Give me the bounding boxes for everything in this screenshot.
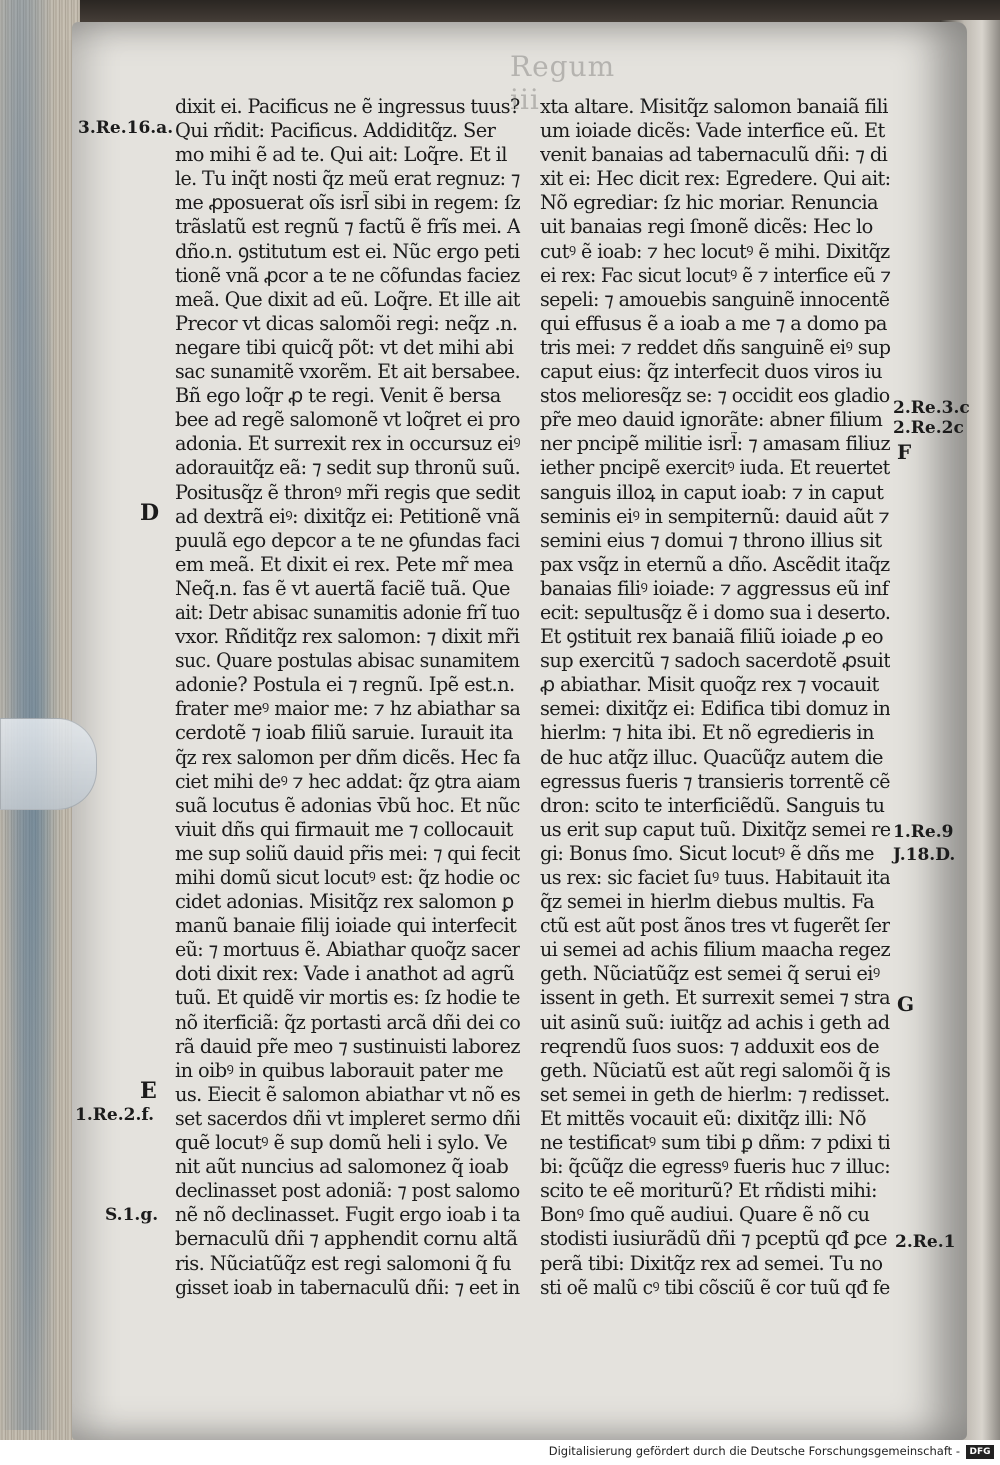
text-line: stodisti iusiurãdũ dñi ⁊ pceptũ qđ ꝑce (540, 1227, 887, 1251)
margin-note-left: 1.Re.2.f. (75, 1105, 154, 1125)
text-line: ciet mihi deꝰ ⁊ hec addat: q̃z ꝯtra aiam (175, 769, 521, 793)
text-line: venit banaias ad tabernaculũ dñi: ⁊ di (540, 143, 888, 167)
text-line: q̃z semei in hierlm diebus multis. Fa (540, 890, 875, 914)
text-line: Positusq̃z ẽ thronꝰ mr̃i regis que sedit (175, 480, 520, 504)
text-line: sanguis illoꝝ in caput ioab: ⁊ in caput (540, 480, 884, 504)
text-line: bi: q̃cũq̃z die egressꝰ fueris huc ⁊ illuc: (540, 1155, 890, 1179)
text-line: doti dixit rex: Vade i anathot ad agrũ (175, 962, 515, 986)
text-line: gisset ioab in tabernaculũ dñi: ⁊ eet in (175, 1275, 520, 1299)
text-line: semini eius ⁊ domui ⁊ throno illius sit (540, 528, 882, 552)
text-line: bernaculũ dñi ⁊ apphendit cornu altã (175, 1227, 518, 1251)
margin-note-right: F (897, 440, 912, 464)
text-line: Precor vt dicas salomõi regi: neq̃z .n. (175, 311, 518, 335)
margin-note-right: J.18.D. (893, 845, 956, 865)
text-line: qui effusus ẽ a ioab a me ⁊ a domo pa (540, 311, 887, 335)
text-line: Nõ egrediar: ſz hic moriar. Renuncia (540, 191, 878, 215)
text-line: nit aũt nuncius ad salomonez q̃ ioab (175, 1155, 509, 1179)
dfg-logo: DFG (966, 1445, 994, 1459)
text-line: ꝓ abiathar. Misit quoq̃z rex ⁊ vocauit (540, 673, 879, 697)
text-line: suc. Quare postulas abisac sunamitem (175, 649, 520, 673)
text-column-left (175, 95, 520, 1300)
text-line: iether pncipẽ exercitꝰ iuda. Et reuertet (540, 456, 890, 480)
text-line: eũ: ⁊ mortuus ẽ. Abiathar quoq̃z sacer (175, 938, 520, 962)
text-line: uit asinũ suũ: iuitq̃z ad achis i geth ad (540, 1010, 890, 1034)
text-line: trãslatũ est regnũ ⁊ factũ ẽ frĩs mei. A (175, 215, 521, 239)
text-line: set semei in geth de hierlm: ⁊ redisset. (540, 1082, 890, 1106)
text-line: sepeli: ⁊ amouebis sanguinẽ innocentẽ (540, 287, 890, 311)
margin-note-right: 2.Re.2c (893, 418, 964, 438)
text-line: adorauitq̃z eã: ⁊ sedit sup thronũ suũ. (175, 456, 521, 480)
text-line: adonie? Postula ei ⁊ regnũ. Ipẽ est.n. (175, 673, 515, 697)
footer-credit: Digitalisierung gefördert durch die Deutsche Forschungsgemeinschaft - (548, 1444, 960, 1458)
text-line: banaias filiꝰ ioiade: ⁊ aggressus eũ inf (540, 576, 889, 600)
text-line: us rex: sic faciet ſuꝰ tuus. Habitauit ita (540, 866, 891, 889)
text-line: cutꝰ ẽ ioab: ⁊ hec locutꝰ ẽ mihi. Dixitq̃z (540, 239, 890, 263)
text-line: quẽ locutꝰ ẽ sup domũ heli i sylo. Ve (175, 1131, 508, 1155)
text-line: egressus fueris ⁊ transieris torrentẽ cẽ (540, 769, 890, 793)
margin-note-right: 2.Re.3.c (893, 398, 970, 418)
footer-bar (0, 1440, 1000, 1465)
text-line: Bonꝰ ſmo quẽ audiui. Quare ẽ nõ cu (540, 1203, 870, 1227)
text-line: ei rex: Fac sicut locutꝰ ẽ ⁊ interfice eũ ⁊ (540, 263, 891, 287)
text-line: um ioiade dicẽs: Vade interfice eũ. Et (540, 119, 885, 143)
text-line: issent in geth. Et surrexit semei ⁊ stra (540, 986, 890, 1010)
text-line: ne testificatꝰ sum tibi ꝑ dñm: ⁊ pdixi ti (540, 1131, 890, 1155)
text-line: nõ iterficiã: q̃z portasti arcã dñi dei co (175, 1010, 520, 1034)
text-line: gi: Bonus ſmo. Sicut locutꝰ ẽ dñs me (540, 841, 874, 865)
text-line: adonia. Et surrexit rex in occursuz eiꝰ (175, 432, 520, 456)
text-line: le. Tu inq̃t nosti q̃z meũ erat regnuz: ⁊ (175, 167, 520, 191)
text-line: frater meꝰ maior me: ⁊ hz abiathar sa (175, 697, 520, 721)
text-line: Neq̃.n. fas ẽ vt auertã faciẽ tuã. Que (175, 576, 510, 600)
text-line: ait: Detr abisac sunamitis adonie frĩ tuo (175, 600, 520, 624)
text-line: rã dauid pr̃e meo ⁊ sustinuisti laborez (175, 1034, 520, 1058)
text-line: suã locutus ẽ adonias v̄bũ hoc. Et nũc (175, 793, 520, 817)
text-line: me ꝓposuerat oĩs isrl̃ sibi in regem: ſz (175, 191, 521, 215)
text-line: bee ad regẽ salomonẽ vt loq̃ret ei pro (175, 408, 520, 432)
text-line: sti oẽ malũ cꝰ tibi cõsciũ ẽ cor tuũ qđ fe (540, 1275, 890, 1299)
text-line: semei: dixitq̃z ei: Edifica tibi domuz in (540, 697, 890, 721)
text-line: nẽ nõ declinasset. Fugit ergo ioab i ta (175, 1203, 521, 1227)
text-line: cidet adonias. Misitq̃z rex salomon ꝑ (175, 890, 514, 914)
text-line: xta altare. Misitq̃z salomon banaiã fili (540, 95, 888, 118)
text-line: ris. Nũciatũq̃z est regi salomoni q̃ fu (175, 1251, 512, 1275)
text-line: dron: scito te interficiẽdũ. Sanguis tu (540, 793, 885, 817)
text-line: tionẽ vnã ꝓcor a te ne cõfundas faciez (175, 263, 520, 287)
text-line: stos melioresq̃z se: ⁊ occidit eos gladio (540, 384, 890, 408)
text-line: ui semei ad achis filium maacha regez (540, 938, 891, 962)
margin-note-right: 2.Re.1 (895, 1232, 956, 1252)
text-line: vxor. Rñditq̃z rex salomon: ⁊ dixit mr̃i (175, 625, 520, 649)
text-line: Qui rñdit: Pacificus. Addiditq̃z. Ser (175, 119, 496, 143)
text-line: set sacerdos dñi vt impleret sermo dñi (175, 1106, 521, 1130)
text-line: cerdotẽ ⁊ ioab filiũ saruie. Iurauit ita (175, 721, 513, 745)
text-line: mo mihi ẽ ad te. Qui ait: Loq̃re. Et il (175, 143, 507, 167)
text-line: puulã ego depcor a te ne ꝯfundas faci (175, 528, 520, 552)
text-line: geth. Nũciatũq̃z est semei q̃ serui eiꝰ (540, 962, 880, 986)
text-line: uit banaias regi ſmonẽ dicẽs: Hec lo (540, 215, 873, 239)
text-line: in oibꝰ in quibus laborauit pater me (175, 1058, 503, 1082)
text-line: dño.n. ꝯstitutum est ei. Nũc ergo peti (175, 239, 520, 263)
text-line: ctũ est aũt post ãnos tres vt fugerẽt ſer (540, 914, 890, 938)
text-line: geth. Nũciatũ est aũt regi salomõi q̃ is (540, 1058, 891, 1082)
margin-note-left: S.1.g. (105, 1205, 159, 1225)
page-edge-staining (0, 0, 70, 1430)
text-line: sup exercitũ ⁊ sadoch sacerdotẽ ꝓsuit (540, 649, 890, 673)
text-line: ecit: sepultusq̃z ẽ i domo sua i deserto. (540, 600, 891, 624)
text-line: Et ꝯstituit rex banaiã filiũ ioiade ꝓ eo (540, 625, 883, 649)
text-line: xit ei: Hec dicit rex: Egredere. Qui ait: (540, 167, 891, 191)
margin-note-left: 3.Re.16.a. (78, 118, 174, 138)
text-line: reqrendũ ſuos suos: ⁊ adduxit eos de (540, 1034, 879, 1058)
text-line: hierlm: ⁊ hita ibi. Et nõ egredieris in (540, 721, 874, 745)
margin-note-right: G (897, 992, 915, 1016)
text-line: pax vsq̃z in eternũ a dño. Ascẽdit itaq̃z (540, 552, 890, 576)
text-line: meã. Que dixit ad eũ. Loq̃re. Et ille ait (175, 287, 520, 311)
text-line: dixit ei. Pacificus ne ẽ ingressus tuus? (175, 95, 520, 118)
text-line: sac sunamitẽ vxorẽm. Et ait bersabee. (175, 360, 521, 384)
text-line: manũ banaie filij ioiade qui interfecit (175, 914, 517, 938)
running-head: Regum iii (510, 50, 616, 116)
text-line: ad dextrã eiꝰ: dixitq̃z ei: Petitionẽ vnã (175, 504, 520, 528)
page-clip (0, 718, 97, 810)
text-line: tris mei: ⁊ reddet dñs sanguinẽ eiꝰ sup (540, 335, 891, 359)
margin-note-right: 1.Re.9 (893, 822, 954, 842)
text-line: ner pncipẽ militie isrl̃: ⁊ amasam filiuz (540, 432, 890, 456)
margin-note-left: E (140, 1078, 157, 1104)
text-line: perã tibi: Dixitq̃z rex ad semei. Tu no (540, 1251, 883, 1275)
text-line: pr̃e meo dauid ignorãte: abner filium (540, 408, 883, 432)
text-line: me sup soliũ dauid pr̃is mei: ⁊ qui fecit (175, 841, 520, 865)
text-line: viuit dñs qui firmauit me ⁊ collocauit (175, 817, 513, 841)
margin-note-left: D (140, 500, 160, 526)
text-line: negare tibi quicq̃ põt: vt det mihi abi (175, 335, 514, 359)
text-line: em meã. Et dixit ei rex. Pete mr̃ mea (175, 552, 514, 576)
text-column-right (540, 95, 890, 1300)
text-line: seminis eiꝰ in sempiternũ: dauid aũt ⁊ (540, 504, 890, 528)
text-line: caput eius: q̃z interfecit duos viros iu (540, 360, 882, 384)
text-line: Bñ ego loq̃r ꝓ te regi. Venit ẽ bersa (175, 384, 501, 408)
text-line: q̃z rex salomon per dñm dicẽs. Hec fa (175, 745, 521, 769)
text-line: scito te eẽ moriturũ? Et rñdisti mihi: (540, 1179, 877, 1203)
text-line: us. Eiecit ẽ salomon abiathar vt nõ es (175, 1082, 520, 1106)
text-line: Et mittẽs vocauit eũ: dixitq̃z illi: Nõ (540, 1106, 866, 1130)
text-line: tuũ. Et quidẽ vir mortis es: ſz hodie te (175, 986, 520, 1010)
text-line: mihi domũ sicut locutꝰ est: q̃z hodie oc (175, 866, 520, 889)
text-line: us erit sup caput tuũ. Dixitq̃z semei re (540, 817, 891, 841)
text-line: declinasset post adoniã: ⁊ post salomo (175, 1179, 520, 1203)
text-line: de huc atq̃z illuc. Quacũq̃z autem die (540, 745, 883, 769)
